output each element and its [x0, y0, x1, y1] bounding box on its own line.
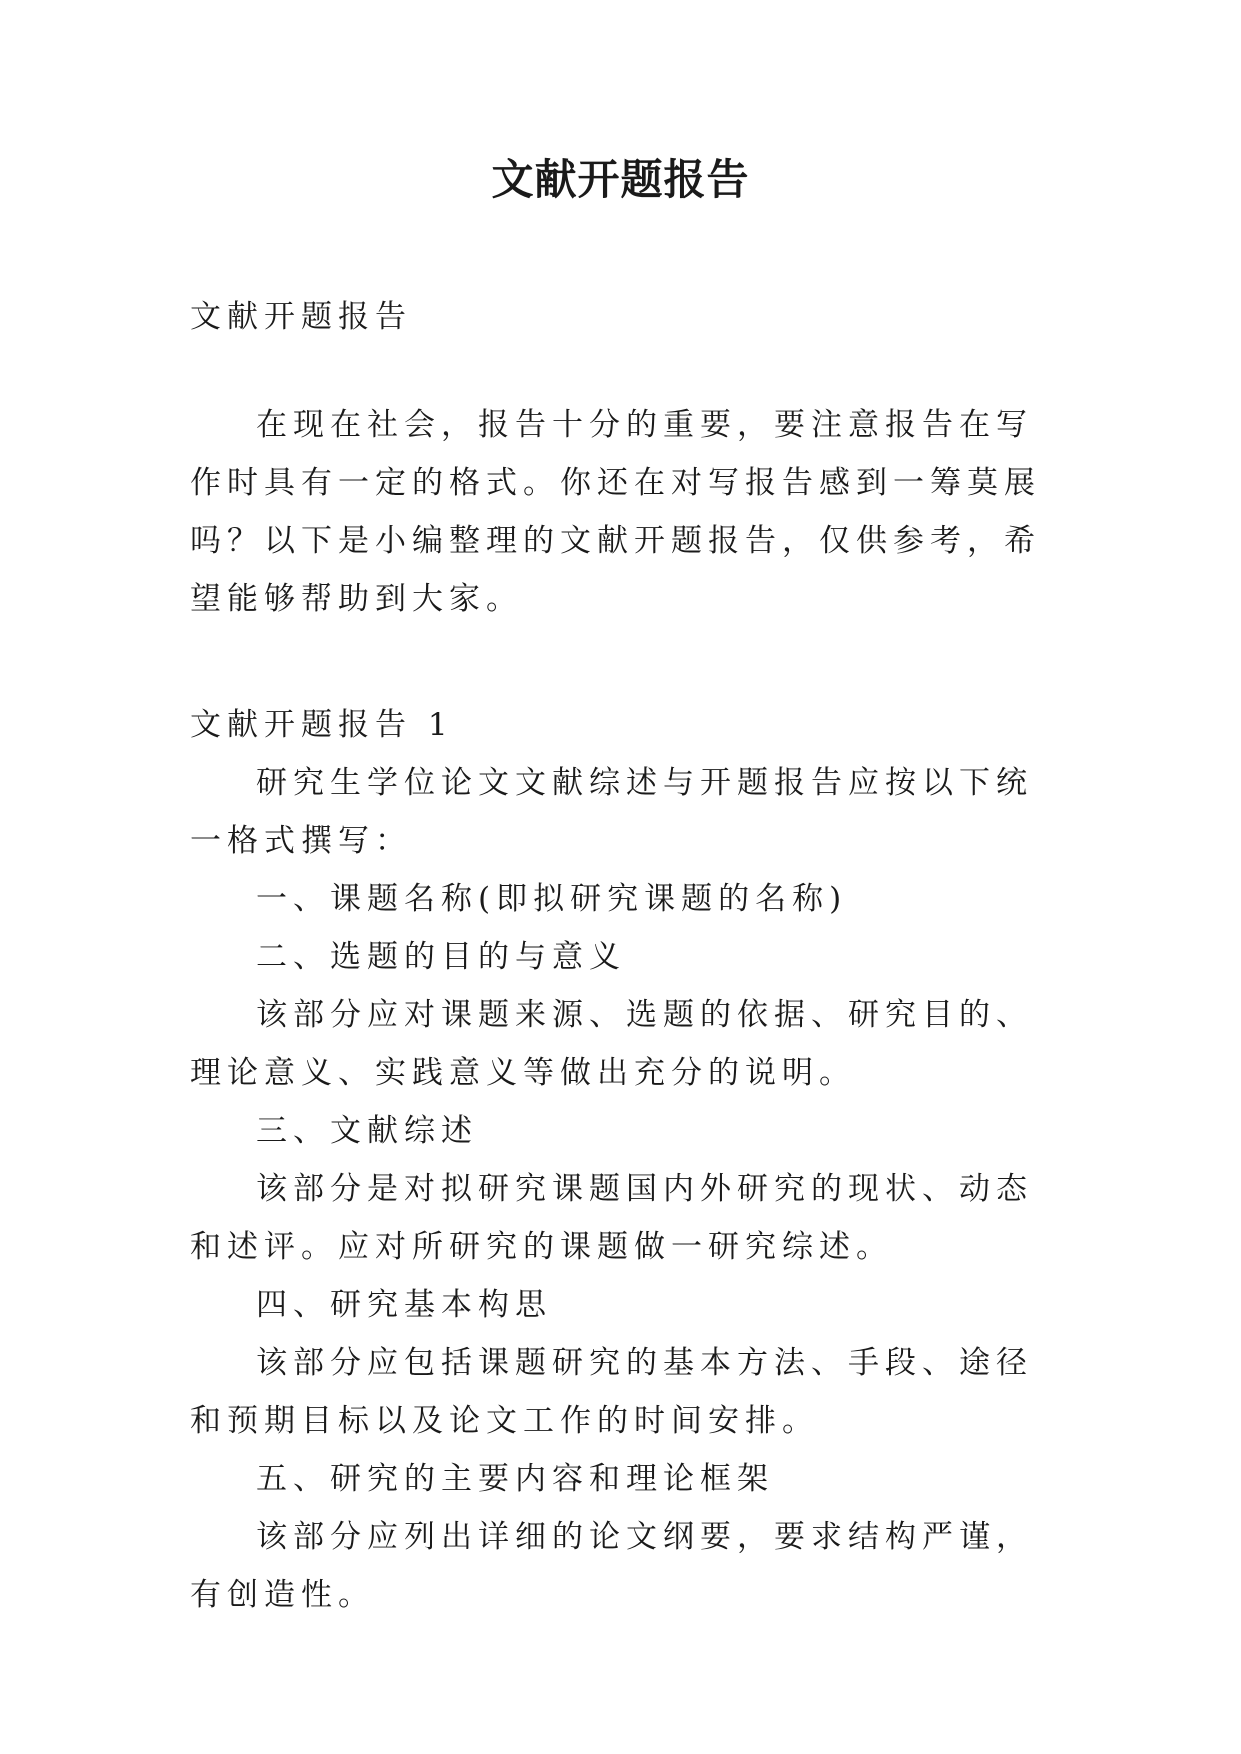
- intro-paragraph: 在现在社会，报告十分的重要，要注意报告在写作时具有一定的格式。你还在对写报告感到一筹莫展吗？以下是小编整理的文献开题报告，仅供参考，希望能够帮助到大家。: [190, 407, 1041, 617]
- list-item-heading: 二、选题的目的与意义: [256, 939, 626, 975]
- list-item-heading: 一、课题名称(即拟研究课题的名称): [256, 881, 848, 917]
- list-item-heading: 四、研究基本构思: [256, 1287, 552, 1323]
- list-item-heading: 五、研究的主要内容和理论框架: [256, 1461, 774, 1497]
- document-body: [190, 288, 1055, 1624]
- body-paragraph: 该部分应包括课题研究的基本方法、手段、途径和预期目标以及论文工作的时间安排。: [190, 1345, 1033, 1439]
- section-heading: 文献开题报告 1: [190, 707, 454, 743]
- body-paragraph: 该部分应列出详细的论文纲要，要求结构严谨，有创造性。: [190, 1519, 1033, 1613]
- body-paragraph: 研究生学位论文文献综述与开题报告应按以下统一格式撰写：: [190, 765, 1033, 859]
- list-item-heading: 三、文献综述: [256, 1113, 478, 1149]
- body-paragraph: 该部分应对课题来源、选题的依据、研究目的、理论意义、实践意义等做出充分的说明。: [190, 997, 1033, 1091]
- body-paragraph: 该部分是对拟研究课题国内外研究的现状、动态和述评。应对所研究的课题做一研究综述。: [190, 1171, 1033, 1265]
- document-title: 文献开题报告: [491, 155, 750, 204]
- document-subtitle: 文献开题报告: [190, 299, 412, 335]
